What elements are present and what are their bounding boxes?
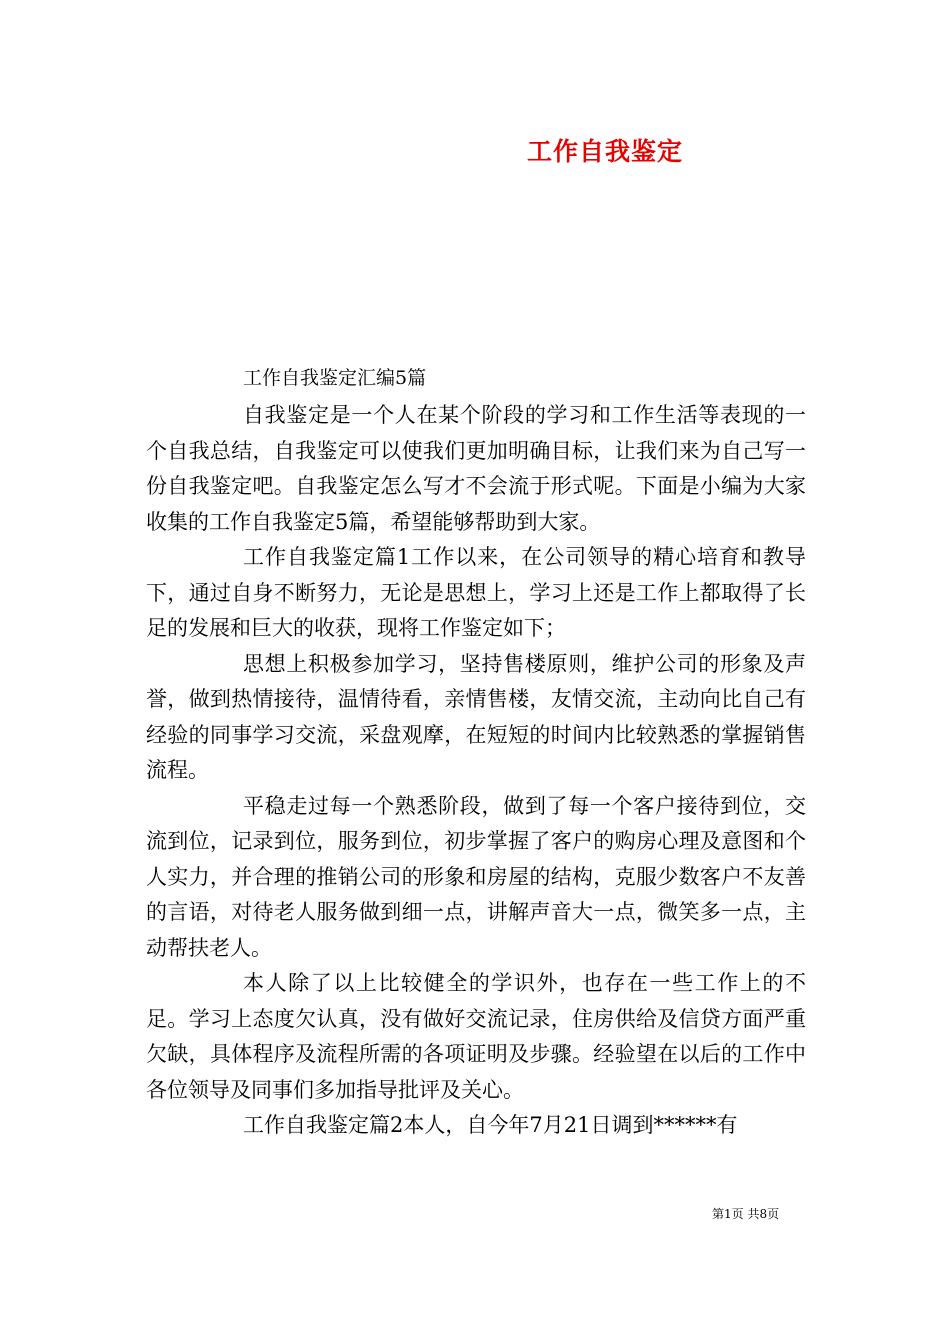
paragraph-intro: 自我鉴定是一个人在某个阶段的学习和工作生活等表现的一个自我总结，自我鉴定可以使我们更加明确目标，让我们来为自己写一份自我鉴定吧。自我鉴定怎么写才不会流于形式呢。下面是小编为大家收集的工作自我鉴定5篇，希望能够帮助到大家。 (146, 403, 806, 534)
document-subtitle: 工作自我鉴定汇编5篇 (243, 367, 427, 389)
paragraph-stages: 平稳走过每一个熟悉阶段，做到了每一个客户接待到位，交流到位，记录到位，服务到位，初步掌握了客户的购房心理及意图和个人实力，并合理的推销公司的形象和房屋的结构，克服少数客户不友善的言语，对待老人服务做到细一点，讲解声音大一点，微笑多一点，主动帮扶老人。 (146, 793, 806, 960)
paragraph-shortcomings: 本人除了以上比较健全的学识外，也存在一些工作上的不足。学习上态度欠认真，没有做好交流记录，住房供给及信贷方面严重欠缺，具体程序及流程所需的各项证明及步骤。经验望在以后的工作中各位领导及同事们多加指导批评及关心。 (146, 971, 806, 1102)
paragraph-article-1-intro: 工作自我鉴定篇1工作以来，在公司领导的精心培育和教导下，通过自身不断努力，无论是思想上，学习上还是工作上都取得了长足的发展和巨大的收获，现将工作鉴定如下； (146, 545, 806, 640)
page-number: 第1页 共8页 (712, 1207, 780, 1221)
paragraph-thoughts: 思想上积极参加学习，坚持售楼原则，维护公司的形象及声誉，做到热情接待，温情待看，亲情售楼，友情交流，主动向比自己有经验的同事学习交流，采盘观摩，在短短的时间内比较熟悉的掌握销售流程。 (146, 651, 806, 782)
page-title: 工作自我鉴定 (527, 137, 684, 166)
document-body (146, 362, 806, 1144)
paragraph-article-2-start: 工作自我鉴定篇2本人，自今年7月21日调到******有 (243, 1113, 738, 1137)
